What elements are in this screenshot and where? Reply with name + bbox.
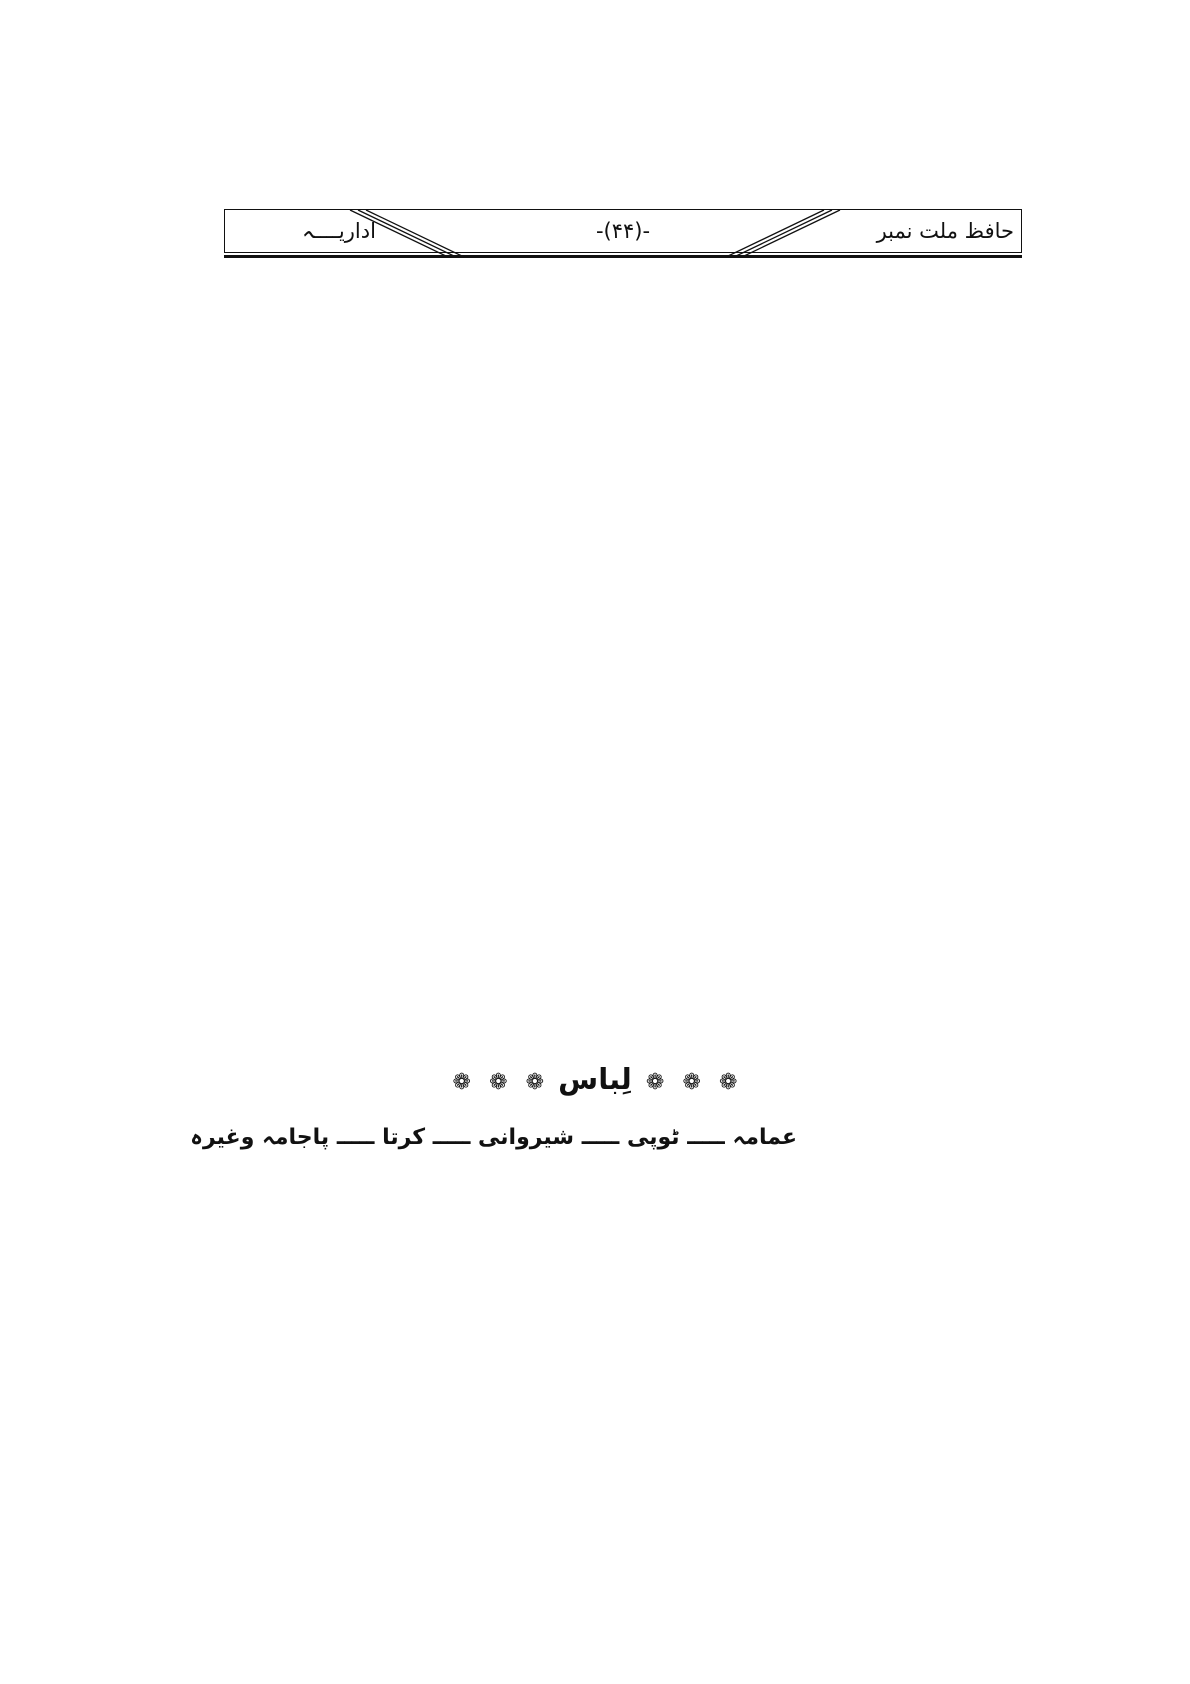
flower-icon: ❁ [525, 1070, 545, 1095]
flower-icon: ❁ [719, 1070, 738, 1095]
flower-icon: ❁ [452, 1070, 471, 1095]
page-header [224, 209, 1022, 260]
flower-icon: ❁ [489, 1070, 508, 1095]
section-title: لِباس [558, 1062, 632, 1096]
flower-icon: ❁ [682, 1070, 701, 1095]
flower-icon: ❁ [645, 1070, 665, 1095]
page-number: -(۴۴)- [595, 219, 651, 243]
section-heading [0, 1062, 1190, 1096]
header-section-title: اداریــــہ [302, 219, 376, 243]
clothing-subheading: عمامہ ـــــ ٹوپی ـــــ شیروانی ـــــ کرتا ـــــ پاجامہ وغیرہ [190, 1125, 797, 1150]
header-magazine-title: حافظ ملت نمبر [876, 219, 1014, 243]
